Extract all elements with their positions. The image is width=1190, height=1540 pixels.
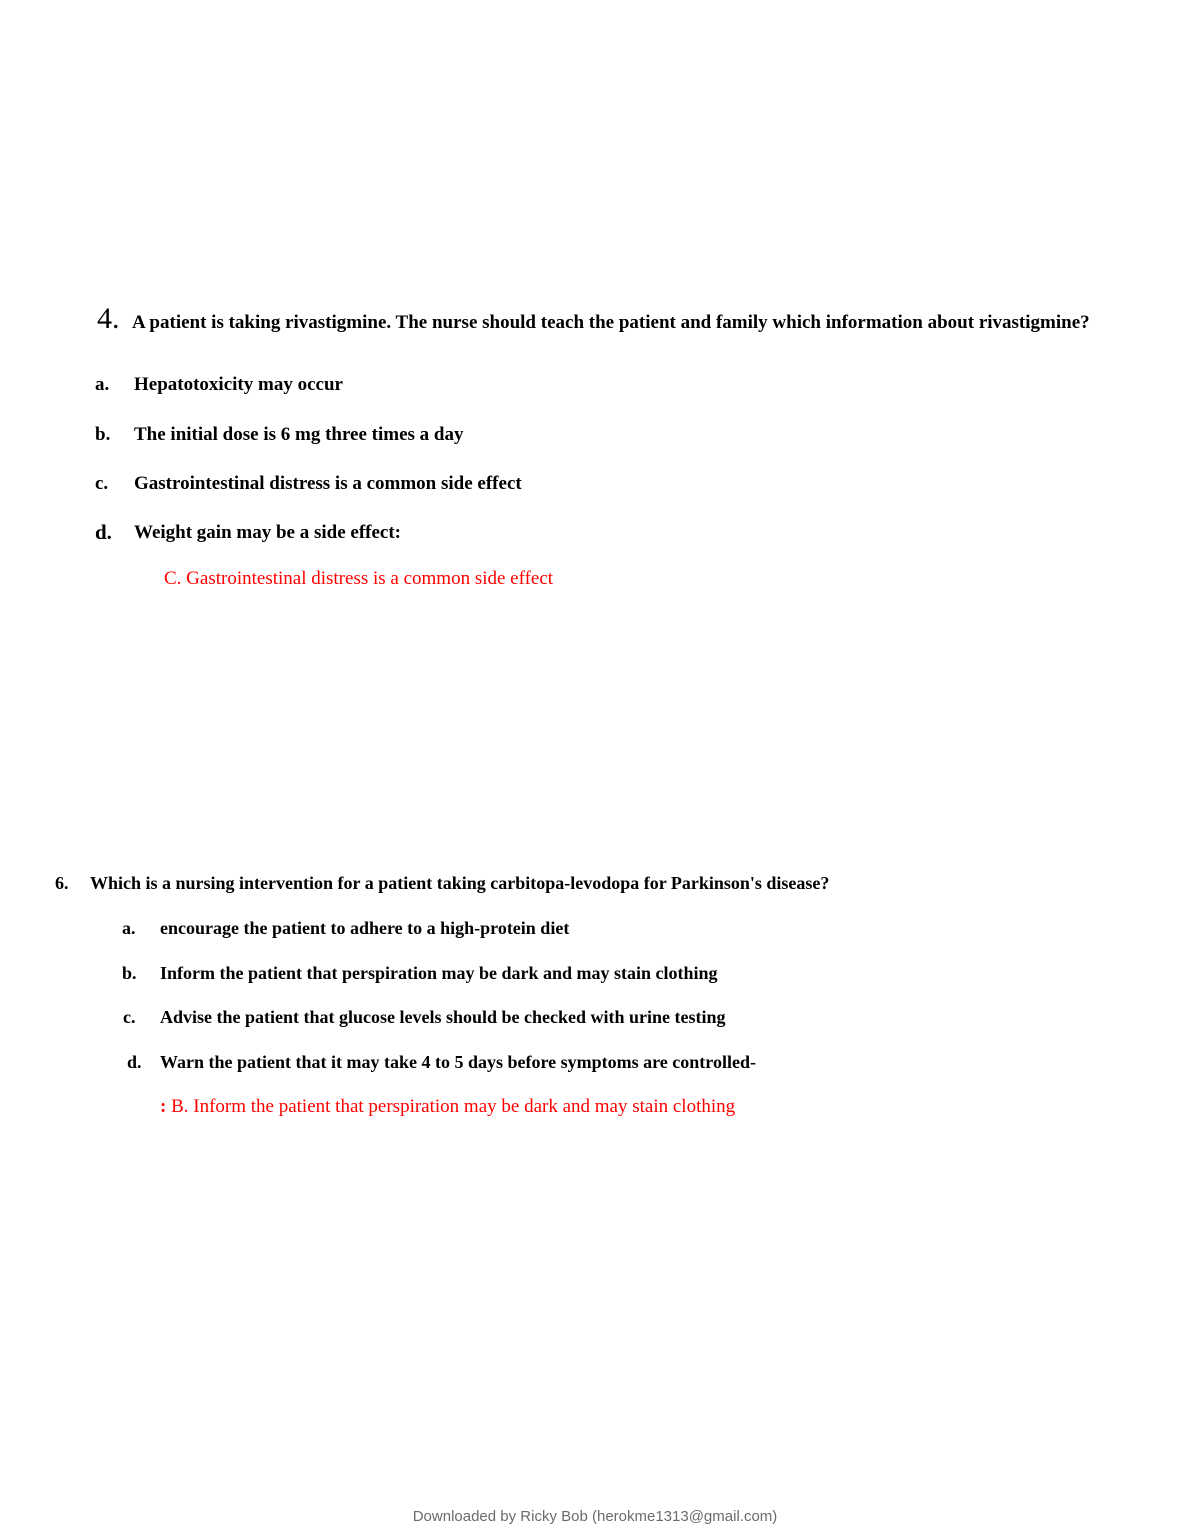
question-4-option-a-letter: a. (95, 374, 110, 395)
question-6-option-c-letter: c. (123, 1007, 136, 1027)
question-6-answer (160, 1095, 735, 1119)
question-6-option-d-letter: d. (127, 1052, 142, 1072)
question-4-text: A patient is taking rivastigmine. The nurse should teach the patient and family which information about rivastigmine? (132, 312, 1090, 333)
question-4-option-a-text: Hepatotoxicity may occur (134, 374, 343, 395)
question-6-option-b-letter: b. (122, 963, 137, 983)
question-4-option-d-letter: d. (95, 520, 112, 544)
question-6-text: Which is a nursing intervention for a patient taking carbitopa-levodopa for Parkinson's disease? (90, 873, 830, 893)
question-6-option-b-text: Inform the patient that perspiration may be dark and may stain clothing (160, 963, 718, 983)
question-4-number: 4. (97, 302, 120, 335)
question-6-option-a-text: encourage the patient to adhere to a high-protein diet (160, 918, 570, 938)
question-6-option-c-text: Advise the patient that glucose levels should be checked with urine testing (160, 1007, 726, 1027)
download-footer: Downloaded by Ricky Bob (herokme1313@gmail.com) (412, 1508, 778, 1525)
question-6-answer-prefix: : (160, 1096, 167, 1117)
question-4-answer: C. Gastrointestinal distress is a common side effect (164, 568, 554, 589)
question-6-answer-text: B. Inform the patient that perspiration may be dark and may stain clothing (171, 1096, 736, 1117)
question-4-option-b-text: The initial dose is 6 mg three times a day (134, 424, 464, 445)
question-4-option-b-letter: b. (95, 424, 111, 445)
question-6-number: 6. (55, 873, 69, 893)
question-6-option-a-letter: a. (122, 918, 136, 938)
question-6-option-d-text: Warn the patient that it may take 4 to 5 days before symptoms are controlled- (160, 1052, 756, 1072)
question-4-option-c-text: Gastrointestinal distress is a common side effect (134, 473, 522, 494)
question-4-option-c-letter: c. (95, 473, 109, 494)
question-4-option-d-text: Weight gain may be a side effect: (134, 522, 402, 543)
